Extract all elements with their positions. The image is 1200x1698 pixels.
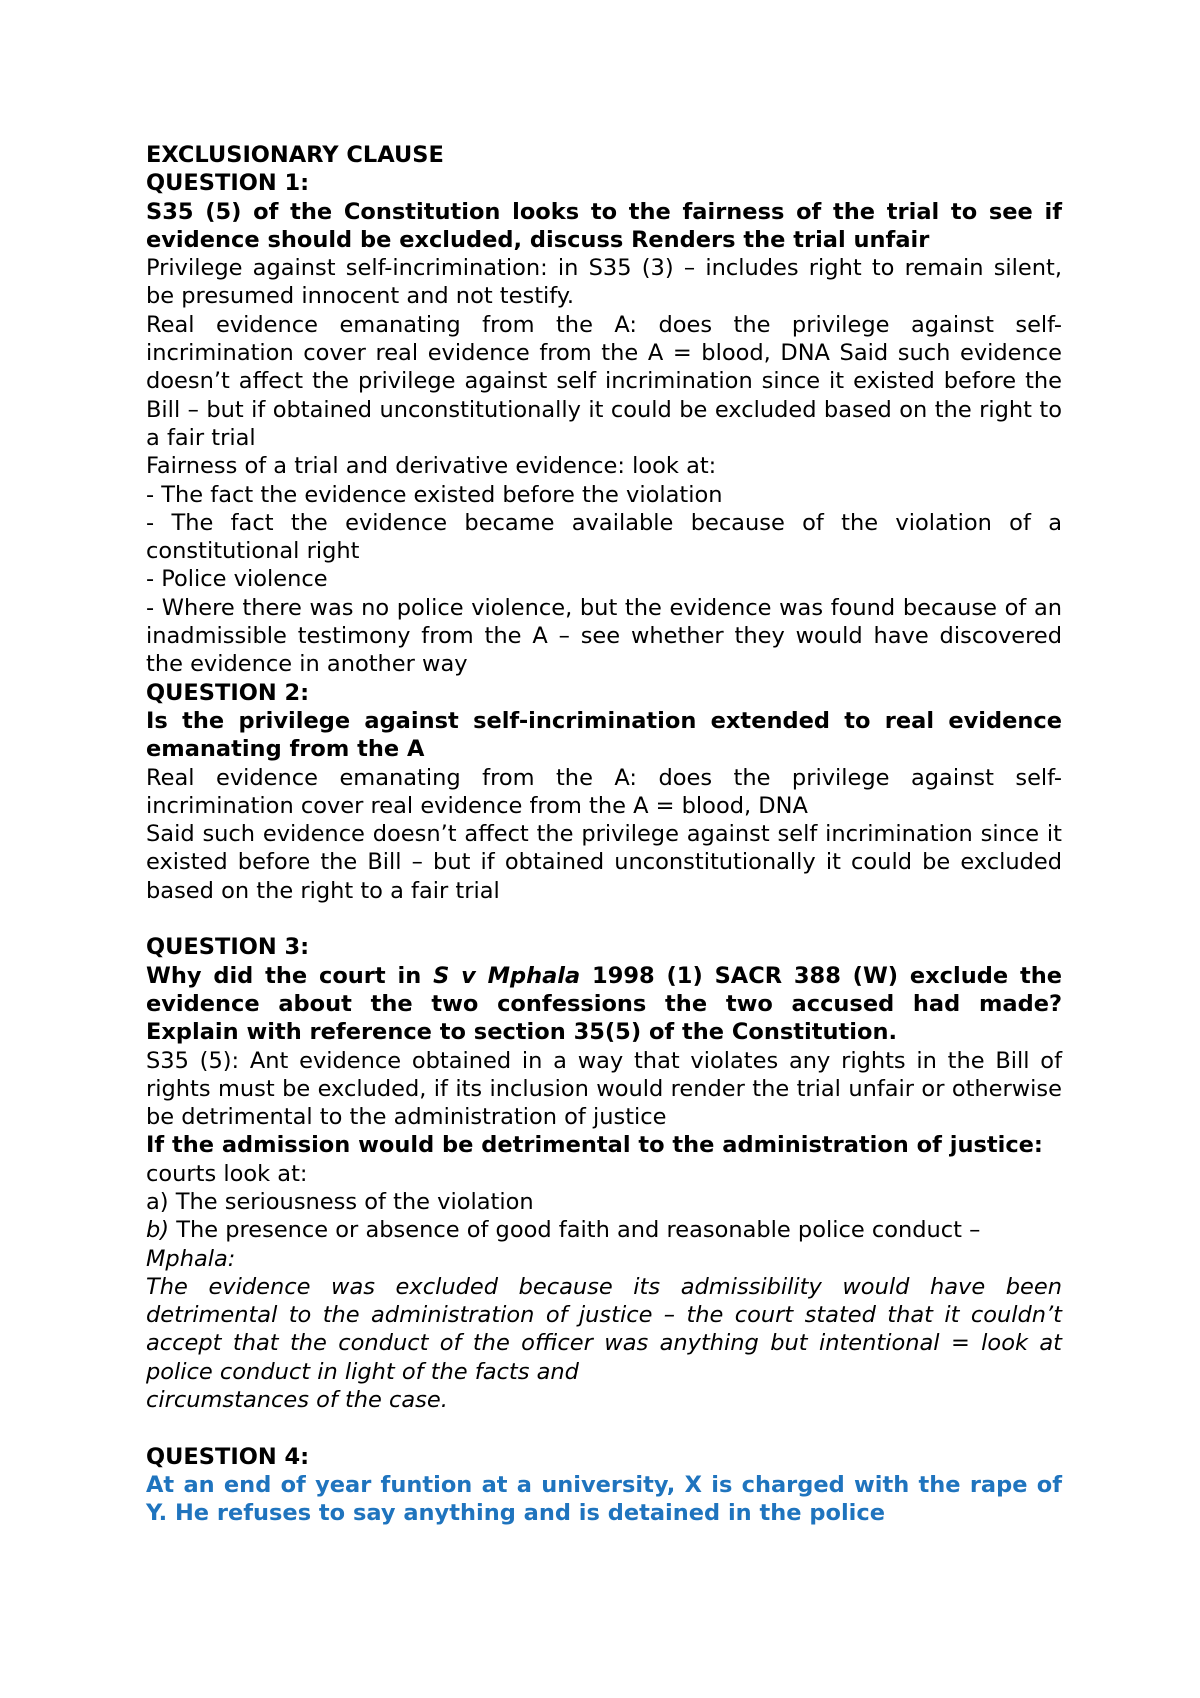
question-1-bullet-4: - Where there was no police violence, but the evidence was found because of an inadmissible testimony from the A – see whether they would have discovered the evidence in another way — [146, 594, 1062, 678]
question-4-label: QUESTION 4: — [146, 1443, 310, 1470]
question-3-paragraph-4: circumstances of the case. — [146, 1387, 448, 1414]
question-1-paragraph-3: Fairness of a trial and derivative evidence: look at: — [146, 453, 717, 480]
question-1-text: S35 (5) of the Constitution looks to the fairness of the trial to see if evidence should be excluded, discuss Renders the trial unfair — [146, 198, 1062, 253]
list-item-a — [146, 1188, 1062, 1216]
question-1-label: QUESTION 1: — [146, 170, 310, 197]
question-1-paragraph-1: Privilege against self-incrimination: in S35 (3) – includes right to remain silent, be presumed innocent and not testify. — [146, 255, 1062, 310]
document-page — [146, 141, 1062, 1528]
question-2-label: QUESTION 2: — [146, 679, 310, 706]
question-3-label: QUESTION 3: — [146, 934, 310, 961]
list-item-b-label: b) — [146, 1217, 170, 1244]
list-item-b-text: The presence or absence of good faith and reasonable police conduct – — [169, 1217, 981, 1244]
question-3-paragraph-1: S35 (5): Ant evidence obtained in a way that violates any rights in the Bill of rights must be excluded, if its inclusion would render the trial unfair or otherwise be detrimental to the administration of justice — [146, 1047, 1062, 1131]
question-1-paragraph-2: Real evidence emanating from the A: does the privilege against self-incrimination cover real evidence from the A = blood, DNA Said such evidence doesn’t affect the privilege against self incrimination since it existed before the Bill – but if obtained unconstitutionally it could be excluded based on the right to a fair trial — [146, 311, 1062, 451]
list-item-a-label: a) — [146, 1188, 169, 1215]
paragraph-spacer — [146, 1414, 1062, 1442]
list-item-b — [146, 1216, 1062, 1244]
question-3-subheading: If the admission would be detrimental to the administration of justice: — [146, 1132, 1043, 1159]
question-3-text-start: Why did the court in — [146, 962, 434, 989]
question-3-paragraph-2: courts look at: — [146, 1160, 308, 1187]
question-2-paragraph-2: Said such evidence doesn’t affect the privilege against self incrimination since it existed before the Bill – but if obtained unconstitutionally it could be excluded based on the right to a fair trial — [146, 821, 1062, 904]
paragraph-spacer — [146, 905, 1062, 933]
question-2-paragraph-1: Real evidence emanating from the A: does the privilege against self-incrimination cover real evidence from the A = blood, DNA — [146, 764, 1062, 819]
question-3-text — [146, 962, 1062, 1047]
document-title: EXCLUSIONARY CLAUSE — [146, 142, 444, 168]
question-1-bullet-1: - The fact the evidence existed before the violation — [146, 481, 723, 508]
question-4-text: At an end of year funtion at a university, X is charged with the rape of Y. He refuses to say anything and is detained in the police — [146, 1471, 1062, 1527]
case-name: S v Mphala — [433, 962, 581, 989]
question-1-bullet-2: - The fact the evidence became available because of the violation of a constitutional right — [146, 509, 1062, 565]
question-3-text-end: 1998 (1) SACR 388 (W) exclude the evidence about the two confessions the two accused had made? Explain with reference to section 35(5) of the Constitution. — [146, 962, 1062, 1046]
question-1-bullet-3: - Police violence — [146, 566, 328, 593]
question-3-paragraph-3: The evidence was excluded because its admissibility would have been detrimental to the administration of justice – the court stated that it couldn’t accept that the conduct of the officer was anything but intentional = look at police conduct in light of the facts and — [146, 1273, 1062, 1385]
list-item-a-text: The seriousness of the violation — [168, 1188, 534, 1215]
case-reference: Mphala: — [146, 1245, 236, 1272]
question-2-text: Is the privilege against self-incrimination extended to real evidence emanating from the A — [146, 707, 1062, 763]
